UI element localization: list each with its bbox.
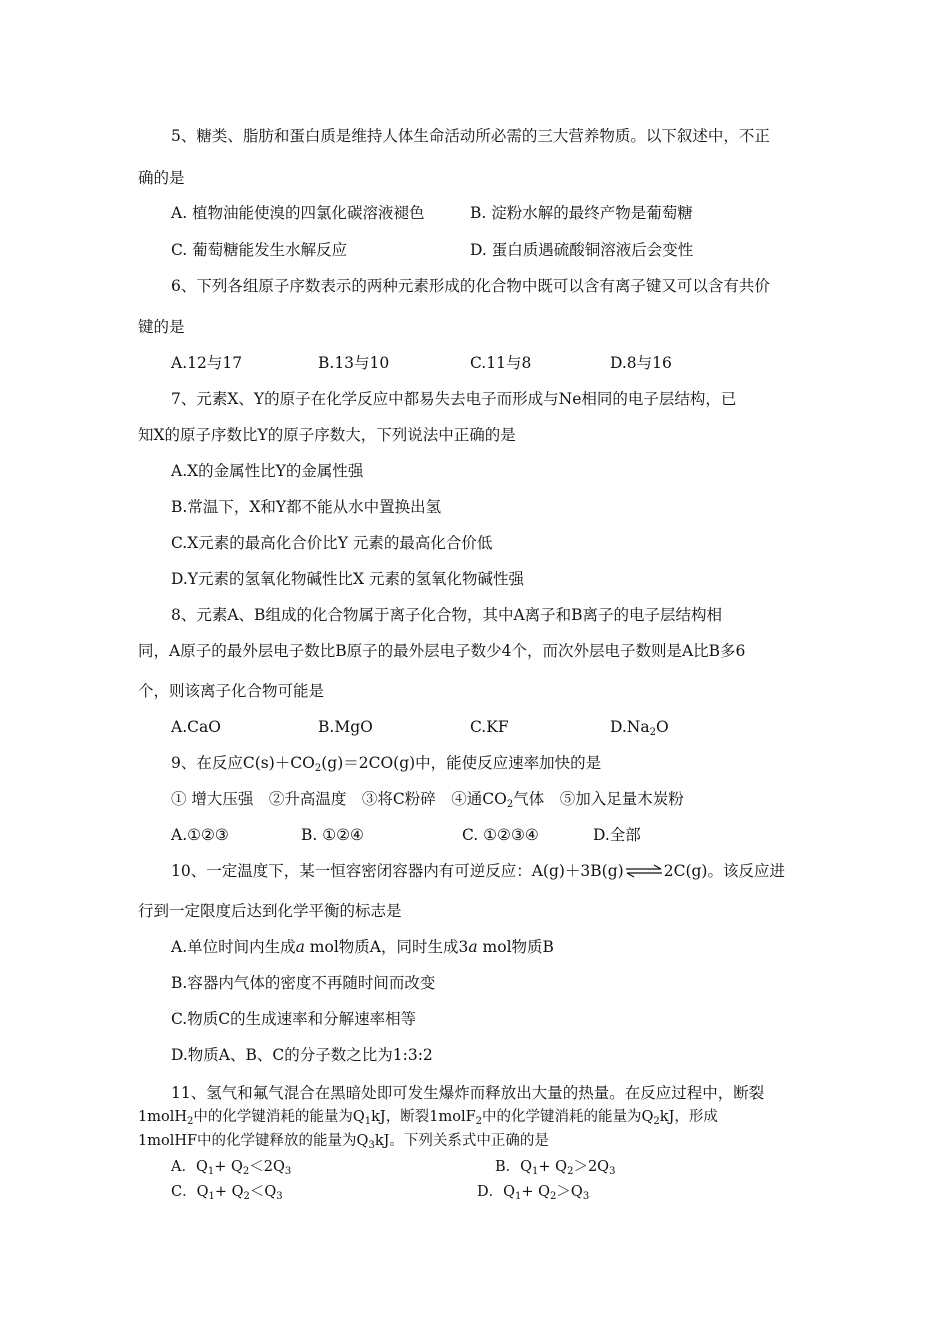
q11-option-b: B．$Q_1+ Q_2>2Q_3$ [495, 1159, 616, 1177]
q9-option-d: D.全部 [593, 826, 641, 844]
q5-option-b: B. 淀粉水解的最终产物是葡萄糖 [470, 204, 693, 222]
q11-stem-line1: 11、氢气和氟气混合在黑暗处即可发生爆炸而释放出大量的热量。在反应过程中，断裂 [171, 1084, 765, 1102]
q6-option-c: C.11与8 [470, 354, 532, 372]
q11-option-a: A．$Q_1+ Q_2<2Q_3$ [171, 1159, 292, 1177]
q11-option-d: D．$Q_1+ Q_2>Q_3$ [477, 1184, 590, 1202]
q7-option-b: B.常温下，X和Y都不能从水中置换出氢 [171, 498, 442, 516]
reversible-arrow-icon [624, 864, 664, 878]
q7-stem-line1: 7、元素X、Y的原子在化学反应中都易失去电子而形成与Ne相同的电子层结构，已 [171, 390, 737, 408]
q6-option-d: D.8与16 [610, 354, 672, 372]
q5-option-d: D. 蛋白质遇硫酸铜溶液后会变性 [470, 241, 694, 259]
q10-option-c: C.物质C的生成速率和分解速率相等 [171, 1010, 417, 1028]
q10-option-a: A.单位时间内生成a mol物质A，同时生成3a mol物质B [171, 938, 554, 956]
q9-stem: 9、在反应$C(s)+CO_2(g)=2CO(g)$中，能使反应速率加快的是 [171, 754, 602, 774]
q8-option-a: A.CaO [171, 718, 221, 736]
q9-items: ① 增大压强 ②升高温度 ③将C粉碎 ④通$CO_2$气体 ⑤加入足量木炭粉 [171, 790, 684, 810]
q5-option-a: A. 植物油能使溴的四氯化碳溶液褪色 [171, 204, 425, 222]
q6-stem-line2: 键的是 [138, 318, 185, 336]
q8-stem-line3: 个，则该离子化合物可能是 [138, 682, 325, 700]
q8-stem-line1: 8、元素A、B组成的化合物属于离子化合物，其中A离子和B离子的电子层结构相 [171, 606, 723, 624]
q7-option-a: A.X的金属性比Y的金属性强 [171, 462, 364, 480]
q6-option-a: A.12与17 [171, 354, 243, 372]
q7-option-c: C.X元素的最高化合价比Y 元素的最高化合价低 [171, 534, 493, 552]
q6-stem-line1: 6、下列各组原子序数表示的两种元素形成的化合物中既可以含有离子键又可以含有共价 [171, 277, 770, 295]
q10-stem-line2: 行到一定限度后达到化学平衡的标志是 [138, 902, 402, 920]
q11-option-c: C．$Q_1+ Q_2<Q_3$ [171, 1184, 283, 1202]
q11-stem-line3: 1molHF中的化学键释放的能量为$Q_3kJ$。下列关系式中正确的是 [138, 1133, 549, 1151]
q11-stem-line2: 1molH$_2$中的化学键消耗的能量为$Q_1kJ$，断裂1molF$_2$中的化学键消耗的能量为$Q_2kJ$，形成 [138, 1109, 718, 1127]
q5-option-c: C. 葡萄糖能发生水解反应 [171, 241, 348, 259]
q9-option-b: B. ①②④ [301, 826, 364, 844]
q10-stem-line1: 10、一定温度下，某一恒容密闭容器内有可逆反应：A(g)＋3B(g) 2C(g)。该反应进 [171, 862, 785, 880]
q7-stem-line2: 知X的原子序数比Y的原子序数大，下列说法中正确的是 [138, 426, 516, 444]
q8-option-c: C.KF [470, 718, 509, 736]
q6-option-b: B.13与10 [318, 354, 390, 372]
q7-option-d: D.Y元素的氢氧化物碱性比X 元素的氢氧化物碱性强 [171, 570, 524, 588]
q8-stem-line2: 同，A原子的最外层电子数比B原子的最外层电子数少4个，而次外层电子数则是A比B多6 [138, 642, 746, 660]
q8-option-d: $D.Na_2O$ [610, 718, 669, 738]
q5-stem-line1: 5、糖类、脂肪和蛋白质是维持人体生命活动所必需的三大营养物质。以下叙述中，不正 [171, 127, 770, 145]
q9-option-c: C. ①②③④ [462, 826, 539, 844]
q9-option-a: A.①②③ [171, 826, 229, 844]
q10-option-d: D.物质A、B、C的分子数之比为1:3:2 [171, 1046, 433, 1064]
q8-option-b: B.MgO [318, 718, 373, 736]
q5-stem-line2: 确的是 [138, 169, 185, 187]
q10-option-b: B.容器内气体的密度不再随时间而改变 [171, 974, 436, 992]
